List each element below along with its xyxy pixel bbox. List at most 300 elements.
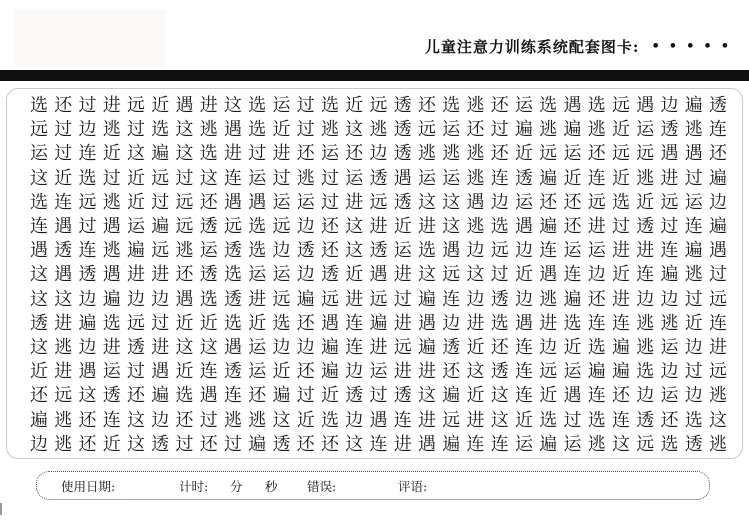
grid-char: 运: [345, 167, 364, 189]
grid-char: 远: [587, 191, 606, 213]
grid-char: 连: [393, 409, 412, 431]
grid-char: 逃: [54, 409, 73, 431]
grid-char: 近: [563, 336, 582, 358]
grid-row: [30, 312, 727, 336]
grid-char: 逃: [684, 119, 703, 141]
grid-char: 选: [224, 264, 242, 286]
grid-char: 边: [272, 336, 291, 358]
grid-char: 还: [296, 312, 315, 334]
grid-char: 连: [539, 240, 558, 262]
grid-char: 选: [587, 336, 606, 358]
grid-char: 远: [660, 191, 679, 213]
grid-char: 透: [490, 361, 509, 383]
grid-char: 边: [515, 288, 533, 310]
grid-char: 透: [54, 240, 73, 262]
grid-char: 边: [466, 240, 485, 262]
grid-char: 还: [345, 143, 364, 165]
grid-char: 还: [296, 433, 315, 455]
grid-char: 进: [466, 312, 485, 334]
grid-char: 这: [30, 336, 48, 358]
grid-char: 这: [199, 336, 218, 358]
grid-char: 这: [175, 336, 194, 358]
grid-row: [30, 167, 727, 191]
grid-char: 还: [466, 119, 485, 141]
grid-char: 近: [102, 143, 121, 165]
grid-char: 近: [127, 167, 145, 189]
grid-char: 边: [151, 409, 170, 431]
grid-char: 遍: [151, 216, 170, 238]
grid-char: 近: [466, 385, 485, 407]
grid-char: 遇: [539, 264, 558, 286]
grid-char: 运: [660, 336, 679, 358]
grid-char: 逃: [587, 433, 606, 455]
grid-char: 过: [393, 288, 412, 310]
grid-char: 这: [345, 433, 364, 455]
grid-char: 进: [248, 288, 267, 310]
grid-char: 运: [563, 143, 582, 165]
grid-char: 运: [102, 361, 121, 383]
grid-char: 边: [539, 336, 558, 358]
grid-char: 逃: [369, 119, 388, 141]
grid-char: 遇: [636, 95, 655, 117]
grid-char: 近: [345, 95, 364, 117]
grid-char: 近: [515, 143, 533, 165]
grid-char: 这: [442, 216, 461, 238]
grid-char: 这: [442, 191, 461, 213]
grid-char: 遇: [30, 240, 48, 262]
grid-char: 还: [30, 385, 48, 407]
grid-char: 近: [296, 409, 315, 431]
grid-char: 这: [54, 288, 73, 310]
grid-char: 连: [54, 191, 73, 213]
timing-label: 计时:: [179, 478, 209, 494]
grid-char: 逃: [709, 433, 727, 455]
grid-char: 远: [272, 216, 291, 238]
grid-char: 选: [490, 216, 509, 238]
grid-char: 近: [684, 312, 703, 334]
grid-char: 还: [539, 191, 558, 213]
grid-char: 连: [709, 312, 727, 334]
grid-row: [30, 239, 727, 263]
grid-char: 透: [224, 240, 242, 262]
grid-char: 近: [175, 361, 194, 383]
grid-char: 遍: [563, 119, 582, 141]
grid-row: [30, 336, 727, 360]
grid-char: 逃: [660, 312, 679, 334]
grid-char: 进: [102, 336, 121, 358]
grid-char: 过: [612, 216, 630, 238]
grid-char: 逃: [296, 167, 315, 189]
grid-char: 逃: [539, 119, 558, 141]
grid-char: 远: [151, 167, 170, 189]
grid-char: 遍: [418, 288, 436, 310]
errors-label: 错误:: [307, 478, 337, 494]
grid-char: 连: [199, 361, 218, 383]
grid-char: 过: [563, 409, 582, 431]
grid-char: 连: [224, 167, 242, 189]
grid-char: 还: [442, 361, 461, 383]
grid-char: 还: [490, 95, 509, 117]
grid-char: 过: [199, 409, 218, 431]
grid-char: 运: [199, 240, 218, 262]
grid-char: 这: [272, 409, 291, 431]
grid-char: 运: [563, 361, 582, 383]
grid-char: 逃: [442, 143, 461, 165]
grid-char: 过: [54, 119, 73, 141]
grid-char: 遇: [102, 216, 121, 238]
grid-char: 选: [30, 191, 48, 213]
grid-char: 遍: [709, 216, 727, 238]
grid-char: 连: [587, 385, 606, 407]
grid-char: 透: [393, 119, 412, 141]
grid-char: 这: [490, 385, 509, 407]
grid-char: 边: [490, 191, 509, 213]
grid-char: 进: [151, 336, 170, 358]
grid-char: 边: [345, 409, 364, 431]
grid-char: 遇: [224, 119, 242, 141]
grid-char: 逃: [466, 143, 485, 165]
grid-char: 近: [636, 191, 655, 213]
grid-char: 边: [345, 361, 364, 383]
grid-char: 还: [587, 143, 606, 165]
grid-char: 还: [490, 336, 509, 358]
grid-char: 遍: [321, 336, 339, 358]
grid-char: 连: [515, 361, 533, 383]
grid-char: 选: [587, 409, 606, 431]
grid-char: 运: [30, 143, 48, 165]
grid-char: 选: [272, 312, 291, 334]
grid-char: 边: [709, 191, 727, 213]
grid-char: 远: [272, 288, 291, 310]
grid-char: 这: [345, 119, 364, 141]
grid-char: 这: [175, 143, 194, 165]
grid-char: 遍: [563, 288, 582, 310]
grid-char: 近: [30, 361, 48, 383]
grid-char: 过: [175, 433, 194, 455]
grid-char: 边: [684, 385, 703, 407]
grid-char: 遇: [442, 240, 461, 262]
grid-char: 还: [490, 143, 509, 165]
grid-char: 运: [321, 143, 339, 165]
grid-char: 远: [54, 385, 73, 407]
grid-char: 连: [345, 336, 364, 358]
grid-char: 选: [660, 433, 679, 455]
use-date-label: 使用日期:: [61, 478, 116, 494]
grid-char: 选: [684, 409, 703, 431]
grid-char: 透: [636, 216, 655, 238]
grid-char: 进: [102, 95, 121, 117]
grid-char: 运: [515, 191, 533, 213]
level-dots: •••••: [651, 38, 738, 54]
grid-row: [30, 191, 727, 215]
grid-char: 这: [418, 264, 436, 286]
grid-char: 远: [612, 143, 630, 165]
grid-char: 连: [369, 433, 388, 455]
grid-char: 边: [296, 216, 315, 238]
grid-char: 边: [684, 336, 703, 358]
grid-char: 透: [321, 264, 339, 286]
grid-char: 还: [248, 385, 267, 407]
grid-char: 连: [102, 409, 121, 431]
grid-char: 运: [418, 167, 436, 189]
grid-char: 进: [418, 409, 436, 431]
grid-char: 选: [539, 409, 558, 431]
grid-char: 边: [296, 336, 315, 358]
grid-char: 这: [490, 409, 509, 431]
grid-char: 远: [442, 264, 461, 286]
grid-char: 连: [636, 264, 655, 286]
grid-char: 运: [369, 361, 388, 383]
grid-char: 这: [418, 385, 436, 407]
grid-char: 透: [345, 385, 364, 407]
grid-char: 进: [418, 361, 436, 383]
logo-placeholder: [15, 10, 165, 67]
grid-char: 逃: [636, 312, 655, 334]
grid-char: 还: [709, 143, 727, 165]
grid-char: 远: [636, 433, 655, 455]
grid-char: 过: [127, 119, 145, 141]
grid-char: 选: [151, 119, 170, 141]
grid-char: 透: [393, 385, 412, 407]
grid-row: [30, 433, 727, 457]
grid-char: 遍: [102, 288, 121, 310]
grid-char: 这: [466, 264, 485, 286]
grid-char: 逃: [102, 240, 121, 262]
grid-char: 还: [587, 288, 606, 310]
grid-char: 运: [587, 240, 606, 262]
grid-row: [30, 142, 727, 166]
grid-char: 逃: [636, 336, 655, 358]
minutes-label: 分: [230, 478, 243, 494]
grid-char: 远: [151, 240, 170, 262]
grid-char: 还: [127, 385, 145, 407]
grid-char: 遍: [418, 336, 436, 358]
grid-char: 逃: [248, 409, 267, 431]
grid-char: 过: [151, 312, 170, 334]
grid-char: 进: [272, 143, 291, 165]
grid-char: 透: [684, 433, 703, 455]
grid-char: 进: [54, 361, 73, 383]
grid-char: 逃: [587, 119, 606, 141]
grid-char: 这: [30, 288, 48, 310]
grid-char: 透: [515, 167, 533, 189]
grid-char: 边: [515, 240, 533, 262]
grid-char: 遍: [272, 385, 291, 407]
grid-char: 透: [127, 336, 145, 358]
grid-char: 近: [466, 336, 485, 358]
grid-char: 运: [296, 191, 315, 213]
grid-char: 过: [151, 191, 170, 213]
grid-char: 过: [684, 288, 703, 310]
grid-char: 过: [490, 264, 509, 286]
grid-char: 选: [587, 95, 606, 117]
grid-char: 近: [321, 385, 339, 407]
grid-char: 过: [102, 167, 121, 189]
grid-char: 近: [345, 264, 364, 286]
grid-char: 这: [345, 240, 364, 262]
grid-char: 过: [660, 216, 679, 238]
grid-char: 过: [709, 264, 727, 286]
grid-char: 遇: [102, 264, 121, 286]
grid-char: 远: [321, 288, 339, 310]
grid-char: 遇: [199, 385, 218, 407]
grid-char: 遇: [418, 433, 436, 455]
grid-row: [30, 288, 727, 312]
grid-char: 透: [636, 409, 655, 431]
grid-char: 选: [321, 409, 339, 431]
grid-char: 远: [175, 216, 194, 238]
grid-char: 远: [539, 361, 558, 383]
grid-char: 远: [224, 216, 242, 238]
grid-char: 进: [369, 216, 388, 238]
grid-char: 遇: [175, 288, 194, 310]
grid-char: 透: [199, 216, 218, 238]
grid-char: 进: [151, 264, 170, 286]
grid-char: 运: [248, 167, 267, 189]
grid-char: 连: [30, 216, 48, 238]
grid-char: 这: [418, 191, 436, 213]
grid-char: 进: [345, 288, 364, 310]
grid-char: 边: [660, 95, 679, 117]
grid-char: 这: [30, 167, 48, 189]
grid-char: 遍: [684, 240, 703, 262]
grid-char: 近: [102, 433, 121, 455]
grid-char: 还: [296, 361, 315, 383]
grid-char: 过: [224, 433, 242, 455]
grid-char: 连: [466, 433, 485, 455]
grid-char: 这: [78, 385, 97, 407]
grid-char: 进: [224, 143, 242, 165]
grid-char: 进: [636, 240, 655, 262]
grid-char: 连: [490, 167, 509, 189]
grid-char: 边: [660, 361, 679, 383]
grid-char: 运: [684, 191, 703, 213]
grid-char: 这: [127, 433, 145, 455]
grid-char: 选: [248, 240, 267, 262]
grid-char: 选: [199, 288, 218, 310]
grid-char: 遇: [515, 216, 533, 238]
grid-char: 遍: [78, 312, 97, 334]
grid-char: 连: [224, 385, 242, 407]
grid-char: 逃: [684, 264, 703, 286]
grid-char: 运: [248, 264, 267, 286]
grid-char: 远: [78, 191, 97, 213]
grid-char: 选: [78, 167, 97, 189]
grid-char: 这: [224, 95, 242, 117]
grid-char: 过: [78, 95, 97, 117]
grid-char: 这: [127, 409, 145, 431]
grid-char: 边: [369, 143, 388, 165]
grid-char: 边: [636, 385, 655, 407]
grid-char: 这: [709, 409, 727, 431]
grid-char: 进: [369, 336, 388, 358]
grid-char: 遇: [54, 264, 73, 286]
grid-row: [30, 384, 727, 408]
grid-char: 遍: [612, 336, 630, 358]
footer-box: [36, 471, 710, 500]
grid-char: 连: [515, 336, 533, 358]
grid-char: 连: [515, 385, 533, 407]
grid-char: 逃: [418, 143, 436, 165]
grid-char: 过: [296, 385, 315, 407]
grid-char: 还: [563, 216, 582, 238]
grid-char: 过: [321, 167, 339, 189]
grid-char: 逃: [54, 433, 73, 455]
grid-char: 连: [684, 216, 703, 238]
seconds-label: 秒: [265, 478, 278, 494]
grid-char: 运: [393, 240, 412, 262]
grid-char: 边: [30, 433, 48, 455]
grid-row: [30, 118, 727, 142]
grid-char: 近: [515, 264, 533, 286]
grid-char: 遍: [321, 361, 339, 383]
grid-char: 近: [54, 167, 73, 189]
grid-char: 进: [127, 264, 145, 286]
grid-char: 遇: [369, 264, 388, 286]
grid-char: 选: [612, 191, 630, 213]
grid-char: 遍: [612, 361, 630, 383]
grid-char: 透: [393, 95, 412, 117]
grid-char: 遍: [296, 288, 315, 310]
grid-char: 逃: [466, 95, 485, 117]
grid-row: [30, 360, 727, 384]
grid-char: 遇: [224, 336, 242, 358]
grid-char: 近: [175, 312, 194, 334]
grid-char: 过: [490, 119, 509, 141]
grid-char: 还: [660, 409, 679, 431]
grid-char: 近: [563, 167, 582, 189]
grid-char: 选: [539, 95, 558, 117]
grid-char: 透: [393, 191, 412, 213]
grid-char: 边: [127, 288, 145, 310]
grid-char: 边: [587, 264, 606, 286]
grid-char: 近: [612, 119, 630, 141]
grid-char: 逃: [466, 216, 485, 238]
grid-char: 过: [175, 167, 194, 189]
grid-char: 近: [127, 191, 145, 213]
grid-char: 连: [587, 312, 606, 334]
grid-char: 透: [709, 95, 727, 117]
grid-char: 遇: [563, 95, 582, 117]
grid-char: 遇: [418, 312, 436, 334]
grid-char: 近: [612, 264, 630, 286]
grid-char: 透: [442, 336, 461, 358]
grid-char: 遇: [248, 191, 267, 213]
grid-char: 远: [418, 119, 436, 141]
grid-char: 这: [199, 167, 218, 189]
grid-char: 近: [151, 95, 170, 117]
grid-char: 逃: [636, 167, 655, 189]
grid-char: 透: [151, 433, 170, 455]
grid-char: 边: [466, 288, 485, 310]
grid-char: 选: [175, 385, 194, 407]
grid-char: 还: [563, 191, 582, 213]
grid-char: 连: [345, 312, 364, 334]
grid-char: 遇: [466, 191, 485, 213]
grid-char: 运: [248, 336, 267, 358]
grid-char: 还: [418, 95, 436, 117]
grid-char: 进: [393, 312, 412, 334]
grid-char: 逃: [102, 191, 121, 213]
grid-char: 逃: [102, 119, 121, 141]
grid-char: 选: [248, 119, 267, 141]
grid-char: 还: [78, 409, 97, 431]
grid-char: 遍: [709, 167, 727, 189]
grid-char: 连: [612, 312, 630, 334]
header: [425, 36, 738, 56]
grid-char: 选: [248, 216, 267, 238]
grid-char: 过: [684, 167, 703, 189]
